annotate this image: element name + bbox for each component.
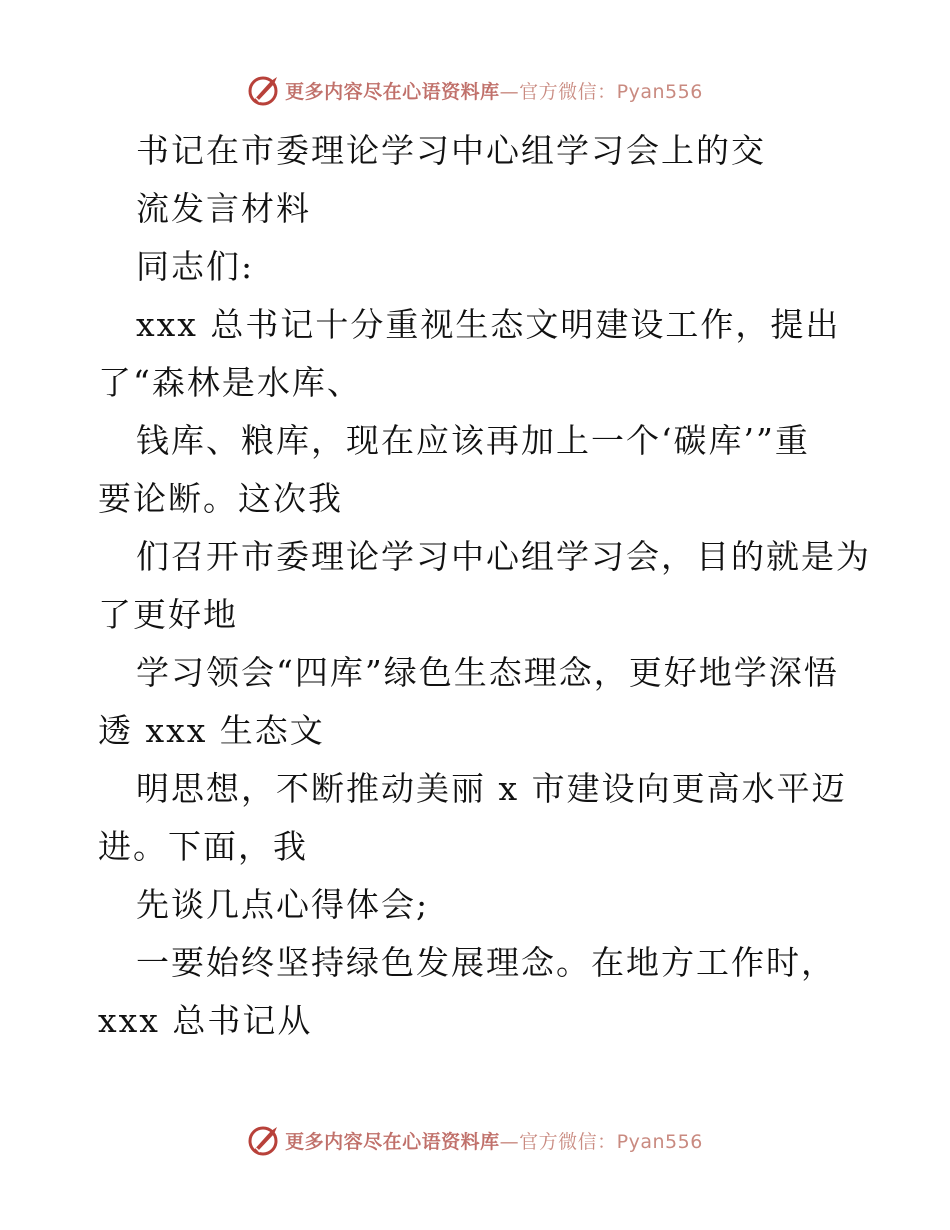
doc-line-5: 了“森林是水库、 xyxy=(98,363,362,402)
doc-line-12: 明思想，不断推动美丽 x 市建设向更高水平迈 xyxy=(136,769,847,808)
footer-brand-text: 更多内容尽在心语资料库 xyxy=(285,1130,500,1153)
doc-line-14: 先谈几点心得体会; xyxy=(136,885,430,924)
doc-line-7: 要论断。这次我 xyxy=(98,479,343,518)
doc-line-16: xxx 总书记从 xyxy=(98,1001,313,1040)
footer-banner-text xyxy=(285,1127,703,1154)
footer-banner xyxy=(0,1120,950,1160)
doc-line-11: 透 xxx 生态文 xyxy=(98,711,325,750)
header-brand-text: 更多内容尽在心语资料库 xyxy=(285,80,500,103)
doc-line-10: 学习领会“四库”绿色生态理念，更好地学深悟 xyxy=(136,653,839,692)
document-body xyxy=(98,122,871,1050)
footer-dash: — xyxy=(499,1130,520,1153)
doc-line-8: 们召开市委理论学习中心组学习会，目的就是为 xyxy=(136,537,871,576)
quill-pen-logo-icon xyxy=(247,73,281,107)
doc-line-2: 流发言材料 xyxy=(136,189,311,228)
quill-pen-logo-icon xyxy=(247,1123,281,1157)
header-dash: — xyxy=(499,80,520,103)
doc-line-9: 了更好地 xyxy=(98,595,238,634)
doc-line-15: 一要始终坚持绿色发展理念。在地方工作时， xyxy=(136,943,836,982)
header-banner xyxy=(0,70,950,110)
doc-line-4: xxx 总书记十分重视生态文明建设工作，提出 xyxy=(136,305,841,344)
footer-wechat-text: 官方微信：Pyan556 xyxy=(519,1130,703,1153)
doc-line-13: 进。下面，我 xyxy=(98,827,308,866)
doc-line-6: 钱库、粮库，现在应该再加上一个‘碳库’”重 xyxy=(136,421,810,460)
doc-line-1: 书记在市委理论学习中心组学习会上的交 xyxy=(136,131,766,170)
header-wechat-text: 官方微信：Pyan556 xyxy=(519,80,703,103)
doc-line-3: 同志们: xyxy=(136,247,255,286)
header-banner-text xyxy=(285,77,703,104)
